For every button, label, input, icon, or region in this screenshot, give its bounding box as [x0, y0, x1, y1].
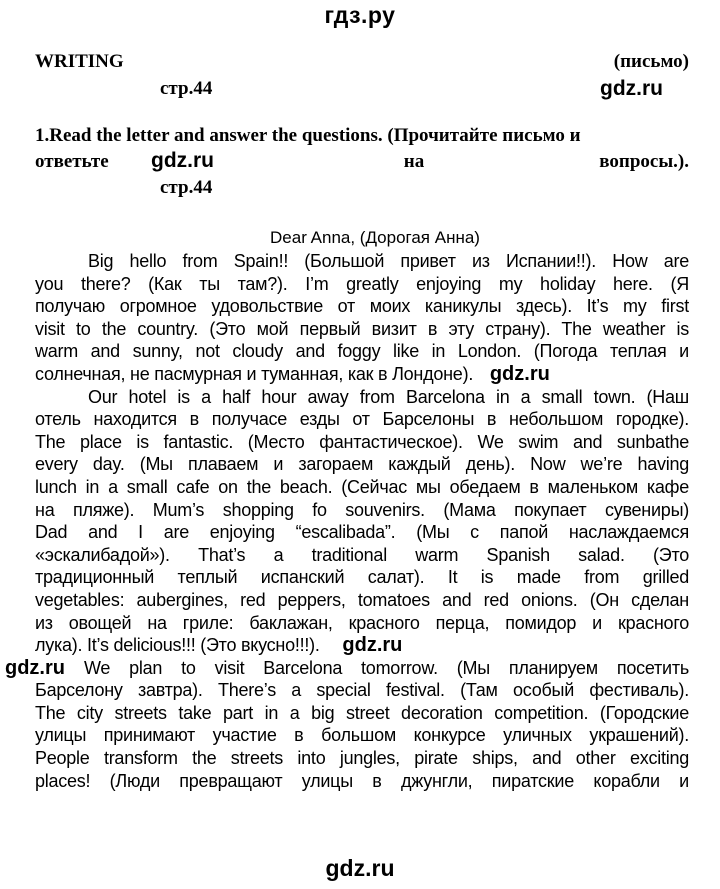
letter-line: visit to the country. (Это мой первый визит в эту страну). The weather is: [35, 318, 689, 339]
letter-line: традиционный теплый испанский салат). It is made from grilled: [35, 567, 689, 588]
letter-line-text: солнечная, не пасмурная и туманная, как в Лондоне).: [35, 363, 474, 384]
letter-line: Барселону завтра). There’s a special festival. (Там особый фестиваль).: [35, 680, 689, 701]
letter-line: People transform the streets into jungles, pirate ships, and other exciting: [35, 748, 689, 769]
task-word-answer: ответьте: [35, 151, 109, 172]
site-footer-logo[interactable]: gdz.ru: [325, 855, 395, 881]
watermark-logo: gdz.ru: [489, 362, 550, 385]
letter-line: получаю огромное удовольствие от моих каникулы здесь). It’s my first: [35, 296, 689, 317]
letter-line-text: лука). It’s delicious!!! (Это вкусно!!!).: [35, 635, 320, 656]
watermark-logo: gdz.ru: [342, 634, 403, 657]
section-title-translation: (письмо): [613, 51, 689, 72]
site-header-logo[interactable]: гдз.ру: [324, 2, 396, 28]
letter-line: [5, 657, 689, 680]
watermark-logo: gdz.ru: [600, 77, 663, 100]
letter-line: The place is fantastic. (Место фантастическое). We swim and sunbathe: [35, 431, 689, 452]
watermark-logo: gdz.ru: [5, 656, 65, 679]
letter-line: you there? (Как ты там?). I’m greatly enjoying my holiday here. (Я: [35, 273, 689, 294]
letter-line-text: We plan to visit Barcelona tomorrow. (Мы планируем посетить: [83, 657, 689, 678]
letter-line: Our hotel is a half hour away from Barcelona in a small town. (Наш: [88, 386, 689, 407]
letter-line: lunch in a small cafe on the beach. (Сейчас мы обедаем в маленьком кафе: [35, 476, 689, 497]
letter-line: отель находится в получасе езды от Барселоны в небольшом городке).: [35, 409, 689, 430]
watermark-logo: gdz.ru: [147, 149, 218, 173]
letter-line: на пляже). Mum’s shopping fo souvenirs. (Мама покупает сувениры): [35, 499, 689, 520]
letter-line: every day. (Мы плаваем и загораем каждый день). Now we’re having: [35, 454, 689, 475]
letter-line: vegetables: aubergines, red peppers, tomatoes and red onions. (Он сделан: [35, 589, 689, 610]
letter-line: [35, 634, 689, 657]
letter-line: warm and sunny, not cloudy and foggy like in London. (Погода теплая и: [35, 341, 689, 362]
section-title: WRITING: [35, 51, 124, 72]
letter-line: «эскалибадой»). That’s a traditional warm Spanish salad. (Это: [35, 544, 689, 565]
letter-line: улицы принимают участие в большом конкурсе уличных украшений).: [35, 725, 689, 746]
letter-line: из овощей на гриле: баклажан, красного перца, помидор и красного: [35, 612, 689, 633]
task-line-2: [35, 151, 689, 173]
page-reference: стр.44: [160, 177, 213, 198]
page-reference: стр.44: [160, 78, 213, 99]
letter-line: [35, 363, 689, 386]
letter-line: places! (Люди превращают улицы в джунгли, пиратские корабли и: [35, 770, 689, 791]
letter-body: [5, 250, 689, 792]
letter-line: Dad and I are enjoying “escalibada”. (Мы с папой наслаждаемся: [35, 522, 689, 543]
task-word-on: на: [403, 151, 425, 172]
letter-line: The city streets take part in a big street decoration competition. (Городские: [35, 702, 689, 723]
task-line-1: 1.Read the letter and answer the questions. (Прочитайте письмо и: [35, 125, 581, 146]
letter-salutation: Dear Anna, (Дорогая Анна): [270, 228, 480, 247]
task-word-questions: вопросы.).: [599, 151, 689, 172]
letter-line: Big hello from Spain!! (Большой привет из Испании!!). How are: [88, 251, 689, 271]
